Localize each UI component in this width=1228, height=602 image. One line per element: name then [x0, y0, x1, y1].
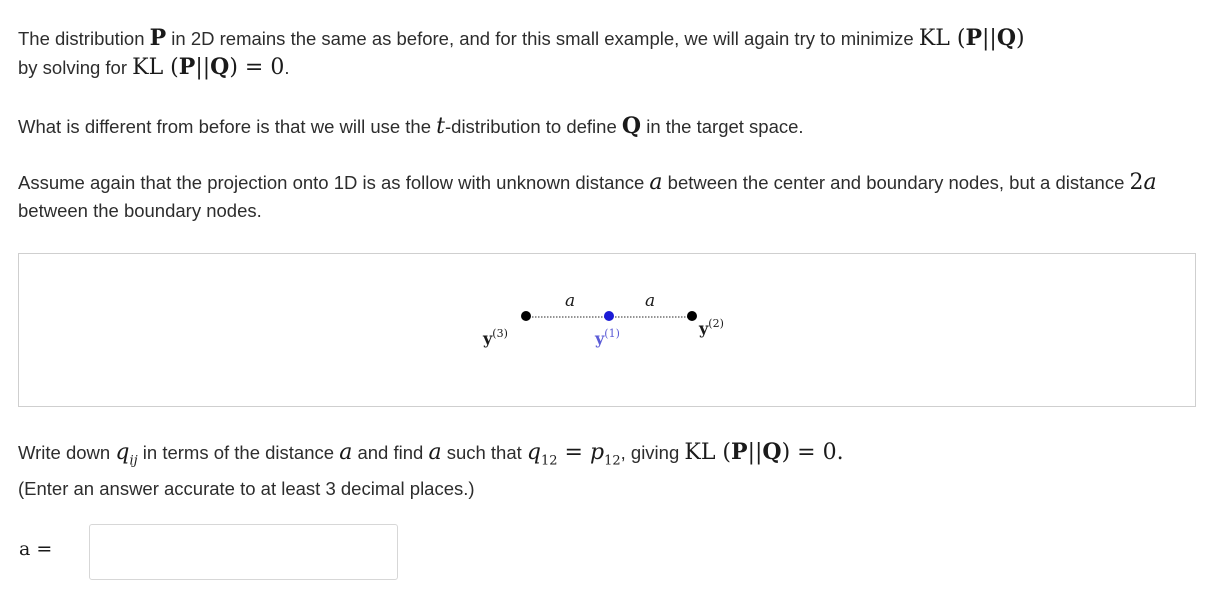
- math-kl-2: KL (P||Q) = 0: [132, 54, 285, 80]
- intro-text-1: The distribution: [18, 28, 150, 49]
- answer-label: a =: [19, 538, 53, 560]
- answer-input[interactable]: [89, 524, 398, 580]
- accuracy-note: (Enter an answer accurate to at least 3 decimal places.): [18, 478, 475, 500]
- math-2a: 2a: [1129, 170, 1157, 195]
- node-y2: [687, 311, 697, 321]
- math-t: t: [436, 114, 445, 139]
- label-y3: $y^{(3)}$: [483, 327, 508, 348]
- math-a-q2: a: [428, 440, 442, 465]
- intro-paragraph: The distribution P in 2D remains the same as before, and for this small example, we will again try to minimize KL (P||Q) by solving for KL (P||Q) = 0.: [18, 25, 1025, 80]
- math-kl-3: KL (P||Q) = 0.: [684, 439, 844, 465]
- math-a-q1: a: [339, 440, 353, 465]
- math-qij: $q_{ij}$: [115, 440, 138, 469]
- math-a: a: [649, 170, 663, 195]
- projection-figure: [18, 253, 1196, 407]
- label-y1: $y^{(1)}$: [595, 327, 620, 348]
- intro-text-3: by solving for: [18, 57, 133, 78]
- math-q12-eq-p12: $q_{12} = p_{12}$: [526, 440, 621, 469]
- math-Q: Q: [621, 113, 642, 139]
- math-P: P: [149, 25, 167, 51]
- intro-text-2: in 2D remains the same as before, and for this small example, we will again try to minimize: [166, 28, 919, 49]
- math-kl-1: KL (P||Q): [918, 25, 1025, 51]
- question-paragraph: Write down $q_{ij}$ in terms of the distance a and find a such that $q_{12} = p_{12}$, giving KL (P||Q) = 0. (Enter an answer accurate to at least 3 decimal places.): [18, 439, 844, 500]
- label-y2: $y^{(2)}$: [699, 317, 724, 338]
- node-y1: [604, 311, 614, 321]
- node-y3: [521, 311, 531, 321]
- projection-diagram: [19, 254, 1197, 408]
- label-a-right: a: [645, 291, 656, 311]
- difference-paragraph: What is different from before is that we will use the t-distribution to define Q in the target space.: [18, 113, 804, 139]
- assumption-paragraph: Assume again that the projection onto 1D is as follow with unknown distance a between the center and boundary nodes, but a distance 2a between the boundary nodes.: [18, 170, 1157, 221]
- label-a-left: a: [565, 291, 576, 311]
